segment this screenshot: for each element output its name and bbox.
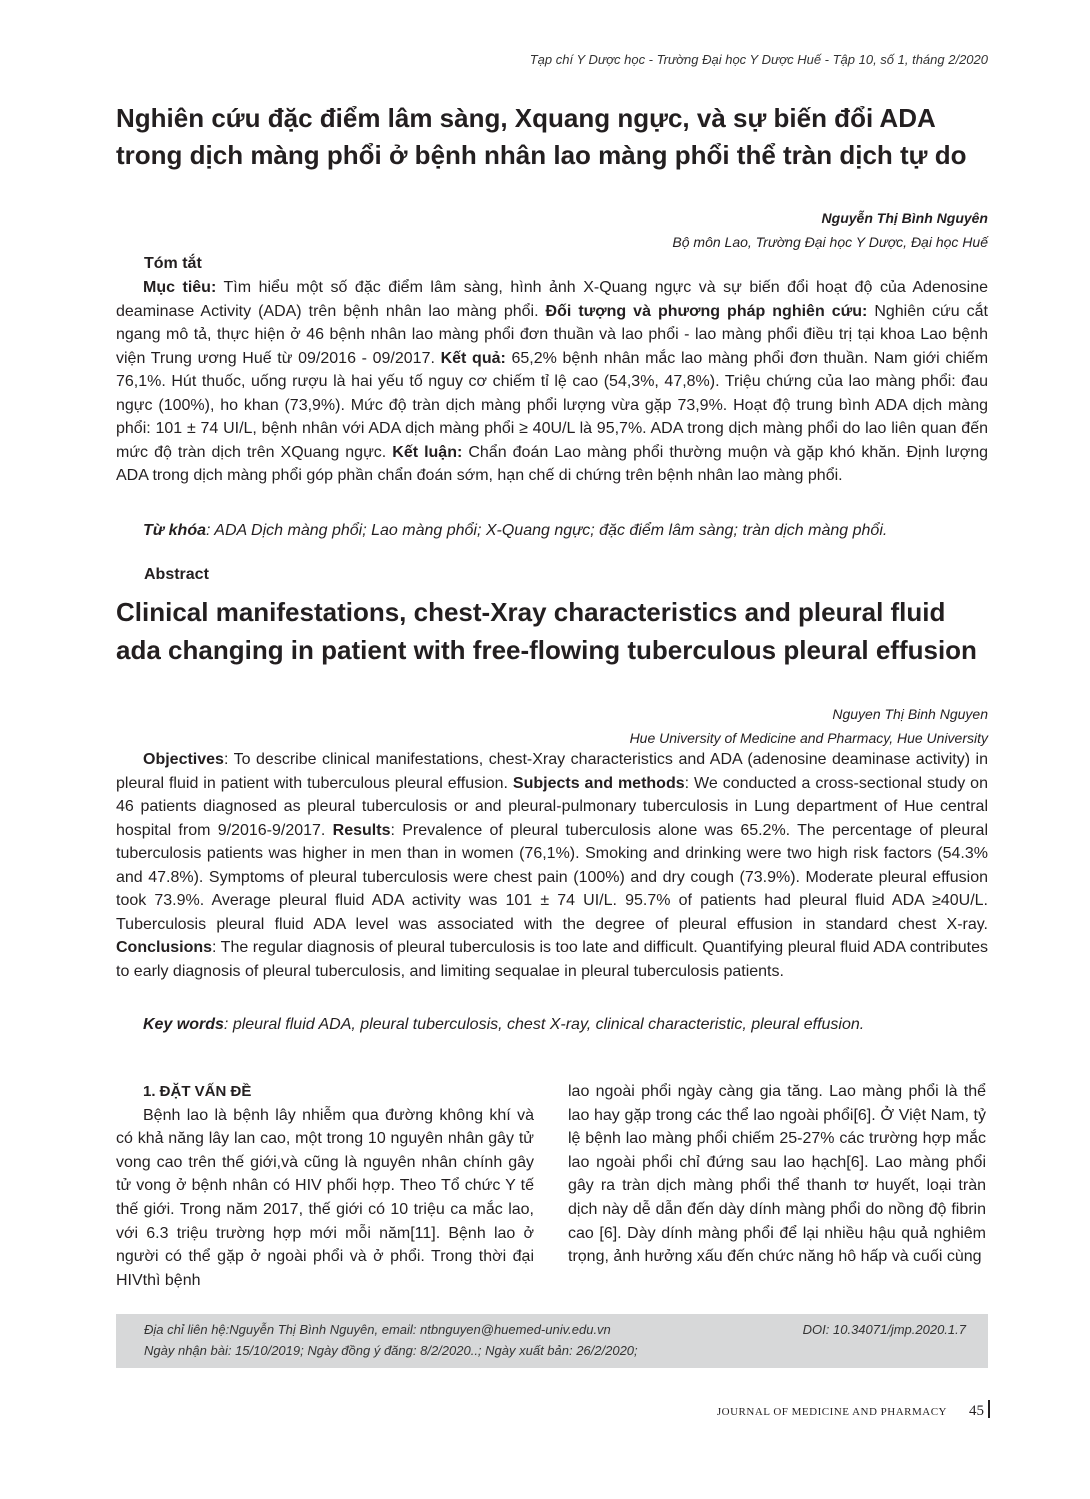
results-text-en: : Prevalence of pleural tuberculosis alone was 65.2%. The percentage of pleural tuberculosis patients was higher in men than in women (76,1%). Smoking and drinking were two high risk factors (54.3% and 47.8%). Symptoms of pleural tuberculosis were chest pain (100%) and dry cough (73.9%). Moderate pleural effusion took 73.9%. Average pleural fluid ADA activity was 101 ± 74 UI/L. 95.7% of patients had pleural fluid ADA ≥40U/L. Tuberculosis pleural fluid ADA level was associated with the degree of pleural effusion in standard chest X-ray.	[116, 821, 988, 933]
conclusion-text-en: : The regular diagnosis of pleural tuberculosis is too late and difficult. Quantifying pleural fluid ADA contributes to early diagnosis of pleural tuberculosis, and limiting sequalae in pleural tuberculosis patients.	[116, 939, 988, 980]
author-block-vi	[672, 206, 988, 254]
keywords-label-vi: Từ khóa	[143, 522, 206, 539]
results-text-vi: 65,2% bệnh nhân mắc lao màng phổi đơn thuần. Nam giới chiếm 76,1%. Hút thuốc, uống rượu là hai yếu tố nguy cơ chiếm tỉ lệ cao (54,3%, 47,8%). Triệu chứng của lao màng phổi: đau ngực (100%), ho khan (73,9%). Mức độ tràn dịch màng phổi lượng vừa gặp 73,9%. Hoạt độ trung bình ADA dịch màng phổi: 101 ± 74 UI/L, bệnh nhân với ADA dịch màng phổi ≥ 40U/L là 95,7%. ADA trong dịch màng phổi do lao liên quan đến mức độ tràn dịch trên XQuang ngực.	[116, 349, 989, 461]
objective-label-vi: Mục tiêu:	[143, 279, 217, 296]
author-name-en: Nguyen Thị Binh Nguyen	[832, 706, 988, 722]
article-title-vi: Nghiên cứu đặc điểm lâm sàng, Xquang ngực, và sự biến đổi ADA trong dịch màng phổi ở bệnh nhân lao màng phổi thể tràn dịch tự do	[116, 103, 967, 170]
body-paragraph-left: Bệnh lao là bệnh lây nhiễm qua đường không khí và có khả năng lây lan cao, một trong 10 nguyên nhân gây tử vong cao trên thế giới,và cũng là nguyên nhân chính gây tử vong ở bệnh nhân có HIV phối hợp. Theo Tổ chức Y tế thế giới. Trong năm 2017, thế giới có 10 triệu ca mắc lao, với 6.3 triệu trường hợp mới mỗi năm[11]. Bệnh lao ở người có thể gặp ở ngoài phổi và ở phổi. Trong thời đại HIVthì bệnh	[116, 1106, 534, 1289]
dates-line: Ngày nhận bài: 15/10/2019; Ngày đồng ý đăng: 8/2/2020..; Ngày xuất bản: 26/2/2020;	[144, 1343, 638, 1358]
conclusion-text-vi: Chẩn đoán Lao màng phổi thường muộn và gặp khó khăn. Định lượng ADA trong dịch màng phổi góp phần chẩn đoán sớm, hạn chế di chứng trên bệnh nhân lao màng phổi.	[116, 443, 988, 484]
abstract-body-vi	[116, 276, 988, 488]
abstract-heading-en: Abstract	[144, 566, 209, 583]
objective-text-en: : To describe clinical manifestations, chest-Xray characteristics and ADA (adenosine deaminase activity) in pleural fluid in patient with tuberculous pleural effusion.	[116, 751, 988, 792]
author-affiliation-en: Hue University of Medicine and Pharmacy, Hue University	[629, 730, 988, 746]
keywords-label-en: Key words	[143, 1016, 224, 1033]
keywords-text-vi: : ADA Dịch màng phổi; Lao màng phổi; X-Quang ngực; đặc điểm lâm sàng; tràn dịch màng phổi.	[205, 522, 888, 539]
author-affiliation-vi: Bộ môn Lao, Trường Đại học Y Dược, Đại học Huế	[672, 234, 988, 250]
footer-journal-name: JOURNAL OF MEDICINE AND PHARMACY	[716, 1406, 947, 1418]
contact-line: Địa chỉ liên hệ:Nguyễn Thị Bình Nguyên, email: ntbnguyen@huemed-univ.edu.vn	[144, 1322, 611, 1337]
conclusion-label-vi: Kết luận:	[392, 443, 463, 461]
journal-header: Tạp chí Y Dược học - Trường Đại học Y Dược Huế - Tập 10, số 1, tháng 2/2020	[529, 52, 988, 67]
keywords-vi	[116, 519, 988, 543]
results-label-vi: Kết quả:	[440, 349, 506, 367]
article-title-en: Clinical manifestations, chest-Xray characteristics and pleural fluid ada changing in patient with free-flowing tuberculous pleural effusion	[116, 597, 977, 665]
methods-text-vi: Nghiên cứu cắt ngang mô tả, thực hiện ở 46 bệnh nhân lao màng phổi đơn thuần và lao phổi - lao màng phổi điều trị tại khoa Lao bệnh viện Trung ương Huế từ 09/2016 - 09/2017.	[116, 302, 989, 367]
page-number: 45	[969, 1403, 984, 1419]
methods-label-en: Subjects and methods	[512, 774, 685, 792]
author-name-vi: Nguyễn Thị Bình Nguyên	[821, 210, 988, 226]
keywords-text-en: : pleural fluid ADA, pleural tuberculosis, chest X-ray, clinical characteristic, pleural effusion.	[223, 1016, 865, 1033]
methods-text-en: : We conducted a cross-sectional study on 46 patients diagnosed as pleural tuberculosis or and pleural-pulmonary tuberculosis in Lung department of Hue central hospital from 9/2016-9/2017.	[116, 774, 988, 839]
results-label-en: Results	[332, 821, 391, 839]
methods-label-vi: Đối tượng và phương pháp nghiên cứu:	[545, 302, 868, 320]
conclusion-label-en: Conclusions	[116, 939, 213, 956]
body-column-left	[116, 1080, 534, 1292]
objective-text-vi: Tìm hiểu một số đặc điểm lâm sàng, hình ảnh X-Quang ngực và sự biến đổi hoạt độ của Adenosine deaminase Activity (ADA) trên bệnh nhân lao màng phổi.	[116, 279, 989, 320]
page-number-bar	[988, 1400, 990, 1418]
author-block-en	[630, 702, 988, 750]
body-paragraph-right: lao ngoài phổi ngày càng gia tăng. Lao màng phổi là thể lao hay gặp trong các thể lao ngoài phổi[6]. Ở Việt Nam, tỷ lệ bệnh lao màng phổi chiếm 25-27% các trường hợp mắc lao ngoài phổi chỉ đứng sau lao hạch[6]. Lao màng phổi gây ra tràn dịch màng phổi thể thanh tơ huyết, loại tràn dịch này dễ dẫn đến dày dính màng phổi do nồng độ fibrin cao [6]. Dày dính màng phổi để lại nhiều hậu quả nghiêm trọng, ảnh hưởng xấu đến chức năng hô hấp và cuối cùng	[568, 1083, 986, 1266]
abstract-body-en	[116, 748, 988, 983]
section-heading-introduction: 1. ĐẶT VẤN ĐỀ	[143, 1083, 252, 1100]
doi-link[interactable]: DOI: 10.34071/jmp.2020.1.7	[802, 1322, 966, 1337]
body-column-right	[568, 1080, 986, 1269]
page-footer	[717, 1400, 990, 1420]
objective-label-en: Objectives	[143, 751, 224, 768]
abstract-heading-vi: Tóm tắt	[144, 255, 202, 272]
keywords-en	[116, 1013, 988, 1037]
correspondence-box	[116, 1314, 988, 1368]
